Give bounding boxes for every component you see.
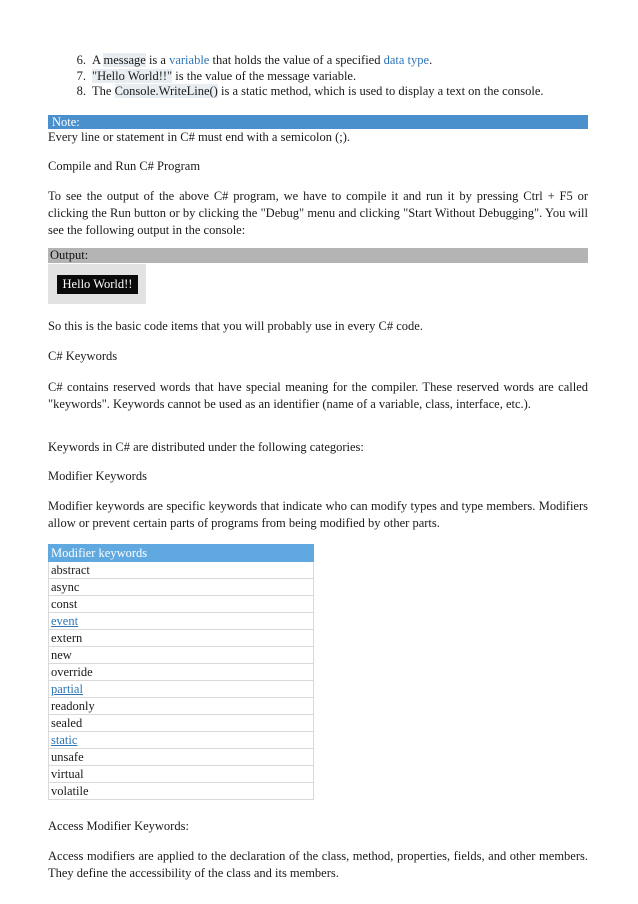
modifier-paragraph: Modifier keywords are specific keywords that indicate who can modify types and type members. Modifiers allow or prevent certain parts of programs from being modified by other parts.	[48, 499, 588, 530]
table-cell: async	[49, 579, 314, 596]
table-row	[49, 766, 314, 783]
inline-link[interactable]: variable	[169, 53, 210, 67]
access-heading: Access Modifier Keywords:	[48, 819, 189, 833]
list-number: 7.	[76, 68, 86, 83]
modifier-keywords-table	[48, 544, 314, 800]
table-cell: volatile	[49, 783, 314, 800]
table-row	[49, 681, 314, 698]
table-cell: unsafe	[49, 749, 314, 766]
keywords-heading: C# Keywords	[48, 349, 118, 363]
table-header-cell: Modifier keywords	[49, 545, 314, 562]
list-text: Console.WriteLine()	[114, 84, 218, 98]
table-cell: readonly	[49, 698, 314, 715]
table-header-row	[49, 545, 314, 562]
output-banner: Output:	[48, 248, 588, 263]
list-number: 6.	[76, 53, 86, 67]
list-text: that holds the value of a specified	[209, 53, 384, 67]
list-text: is the value of the message variable.	[172, 68, 357, 83]
compile-heading: Compile and Run C# Program	[48, 159, 201, 173]
table-row	[49, 647, 314, 664]
table-row	[49, 732, 314, 749]
table-row	[49, 749, 314, 766]
table-cell: abstract	[49, 562, 314, 579]
list-item	[48, 84, 544, 100]
table-cell: new	[49, 647, 314, 664]
list-text: message	[103, 53, 146, 67]
list-text: "Hello World!!"	[92, 68, 173, 83]
keyword-link[interactable]: event	[51, 614, 79, 628]
table-row	[49, 630, 314, 647]
table-row	[49, 783, 314, 800]
modifier-heading: Modifier Keywords	[48, 469, 147, 483]
note-banner: Note:	[48, 115, 588, 129]
table-row	[49, 664, 314, 681]
keyword-link[interactable]: partial	[51, 682, 83, 696]
table-row	[49, 715, 314, 732]
compile-paragraph: To see the output of the above C# program, we have to compile it and run it by pressing Ctrl + F5 or clicking the Run button or by clicking the "Debug" menu and clicking "Start Without Debugging". You will see the following output in the console:	[48, 189, 588, 237]
table-row	[49, 596, 314, 613]
table-cell: extern	[49, 630, 314, 647]
keyword-link[interactable]: static	[51, 733, 78, 747]
table-cell: const	[49, 596, 314, 613]
table-cell	[49, 732, 314, 749]
table-cell: virtual	[49, 766, 314, 783]
list-text: is a	[145, 53, 170, 67]
list-item	[48, 69, 544, 85]
inline-link[interactable]: data type	[383, 53, 430, 67]
console-output: Hello World!!	[57, 275, 138, 294]
table-cell: sealed	[49, 715, 314, 732]
table-row	[49, 579, 314, 596]
table-row	[49, 698, 314, 715]
table-row	[49, 613, 314, 630]
note-text: Every line or statement in C# must end with a semicolon (;).	[48, 130, 351, 144]
list-text: A	[92, 53, 104, 67]
table-cell: override	[49, 664, 314, 681]
numbered-list	[48, 53, 544, 100]
basic-items-text: So this is the basic code items that you will probably use in every C# code.	[48, 319, 423, 333]
table-cell	[49, 613, 314, 630]
access-paragraph: Access modifiers are applied to the declaration of the class, method, properties, fields, and other members. They define the accessibility of the class and its members.	[48, 849, 588, 880]
list-item	[48, 53, 544, 69]
list-text: .	[429, 53, 433, 67]
table-row	[49, 562, 314, 579]
table-cell	[49, 681, 314, 698]
list-text: is a static method, which is used to display a text on the console.	[217, 84, 544, 98]
list-number: 8.	[76, 84, 86, 98]
categories-text: Keywords in C# are distributed under the following categories:	[48, 440, 364, 454]
keywords-paragraph: C# contains reserved words that have special meaning for the compiler. These reserved words are called "keywords". Keywords cannot be used as an identifier (name of a variable, class, interface, etc.).	[48, 380, 588, 411]
list-text: The	[92, 84, 115, 98]
